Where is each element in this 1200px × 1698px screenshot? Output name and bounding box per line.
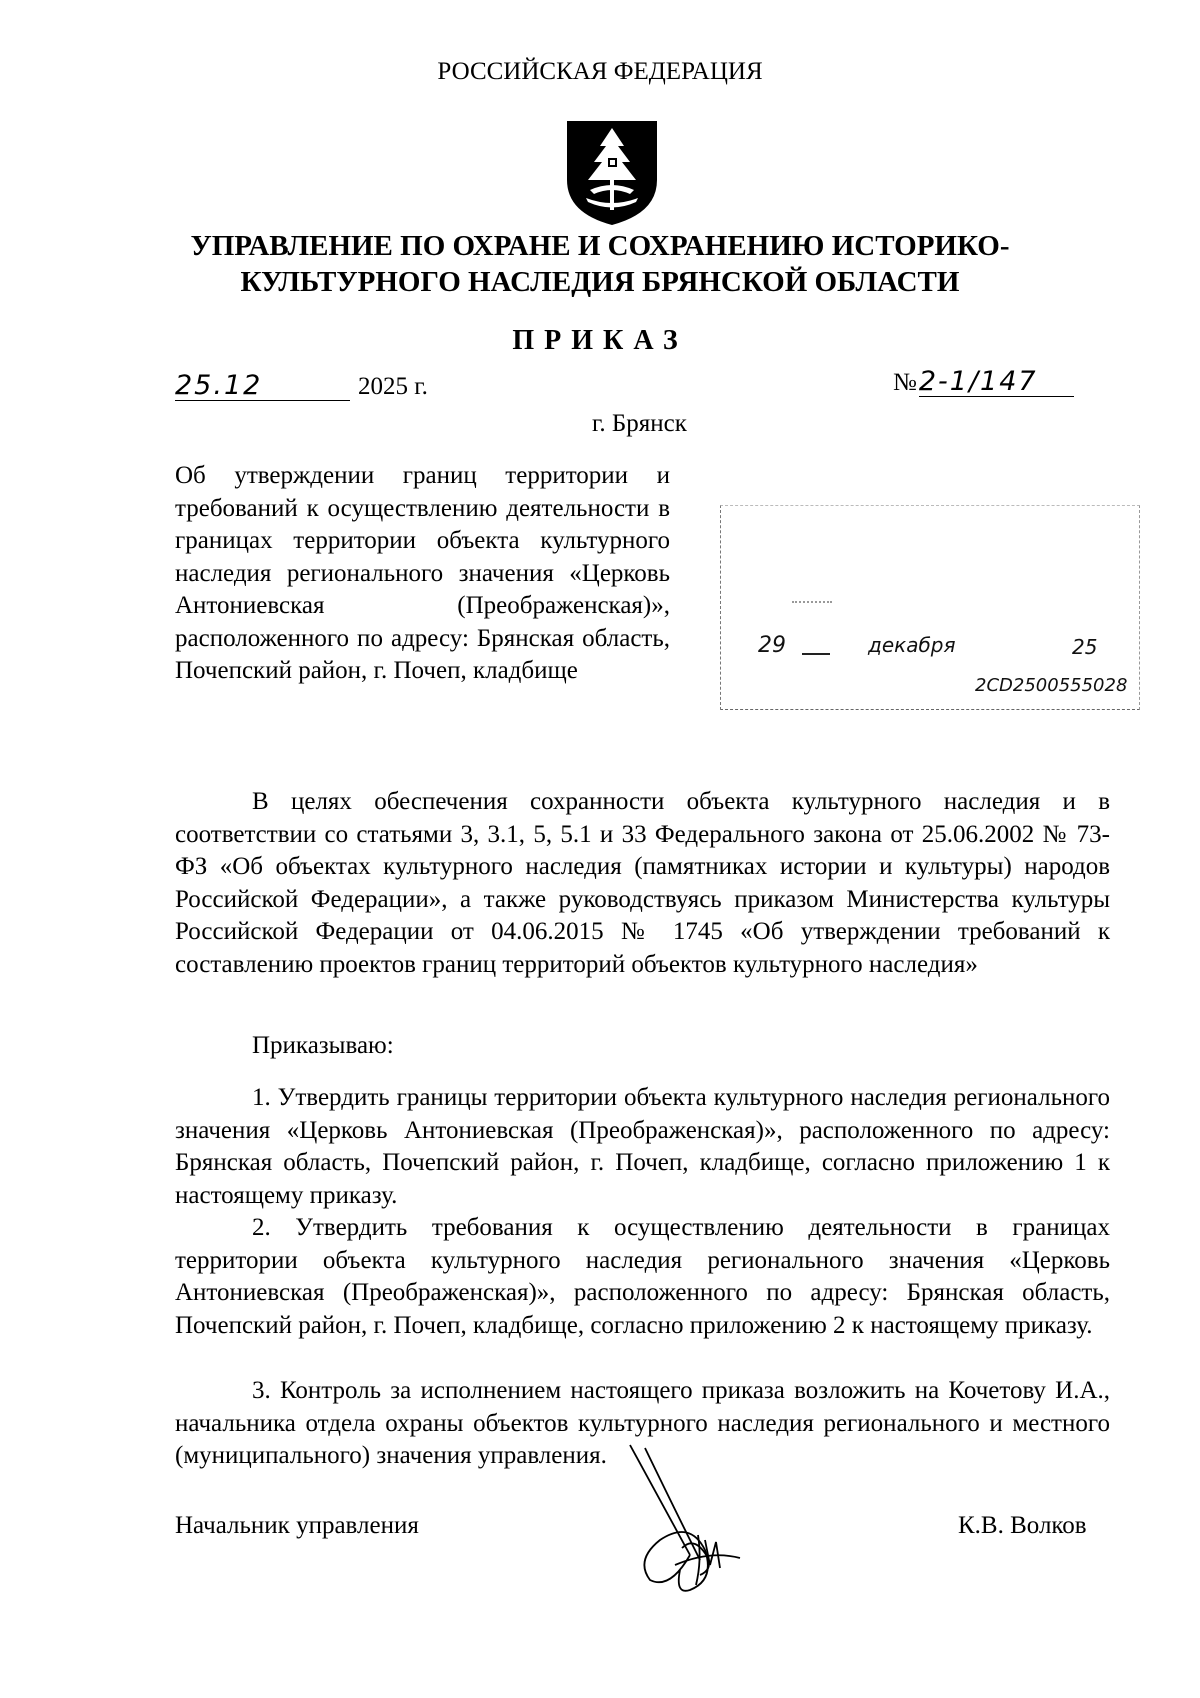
signer-name: К.В. Волков [958,1512,1087,1539]
order-number-prefix: № [893,369,917,396]
stamp-year: 25 [1072,635,1098,659]
order-item-2: 2. Утвердить требования к осуществлению деятельности в границах территории объекта культурного наследия регионального значения «Церковь Антониевская (Преображенская)», расположенного по адресу: Брянская область, Почепский район, г. Почеп, кладбище, согласно приложению 2 к настоящему приказу. [175,1214,1110,1339]
order-item-1: 1. Утвердить границы территории объекта культурного наследия регионального значения «Церковь Антониевская (Преображенская)», расположенного по адресу: Брянская область, Почепский район, г. Почеп, кладбище, согласно приложению 1 к настоящему приказу. [175,1084,1110,1209]
agency-name-line2: КУЛЬТУРНОГО НАСЛЕДИЯ БРЯНСКОЙ ОБЛАСТИ [240,266,960,298]
registration-stamp [720,505,1140,710]
order-date [175,372,428,401]
order-item-3: 3. Контроль за исполнением настоящего приказа возложить на Кочетову И.А., начальника отдела охраны объектов культурного наследия регионального и местного (муниципального) значения управления. [175,1377,1110,1469]
signer-title: Начальник управления [175,1512,419,1539]
order-date-handwritten: 25.12 [175,372,350,401]
document-title: ПРИКАЗ [512,325,688,356]
preamble-paragraph: В целях обеспечения сохранности объекта культурного наследия и в соответствии со статьями 3, 3.1, 5, 5.1 и 33 Федерального закона от 25.06.2002 № 73-ФЗ «Об объектах культурного наследия (памятниках истории и культуры) народов Российской Федерации», а также руководствуясь приказом Министерства культуры Российской Федерации от 04.06.2015 № 1745 «Об утверждении требований к составлению проектов границ территорий объектов культурного наследия» [175,788,1110,978]
country-heading: РОССИЙСКАЯ ФЕДЕРАЦИЯ [437,58,763,85]
order-city: г. Брянск [592,410,687,437]
coat-of-arms-icon [562,118,662,228]
agency-name [0,228,1200,300]
stamp-dash [802,653,830,655]
stamp-month: декабря [868,633,956,657]
stamp-day: 29 [758,633,786,658]
agency-name-line1: УПРАВЛЕНИЕ ПО ОХРАНЕ И СОХРАНЕНИЮ ИСТОРИКО- [190,230,1010,262]
order-subject: Об утверждении границ территории и требований к осуществлению деятельности в границах территории объекта культурного наследия регионального значения «Церковь Антониевская (Преображенская)», расположенного по адресу: Брянская область, Почепский район, г. Почеп, кладбище [175,462,670,684]
order-word: Приказываю: [252,1032,394,1059]
stamp-faded-text [792,601,832,607]
stamp-registration-number: 2CD2500555028 [975,675,1128,696]
order-number [893,368,1074,397]
order-number-handwritten: 2-1/147 [919,368,1074,397]
signature-icon [620,1440,770,1610]
order-year: 2025 г. [358,373,428,400]
